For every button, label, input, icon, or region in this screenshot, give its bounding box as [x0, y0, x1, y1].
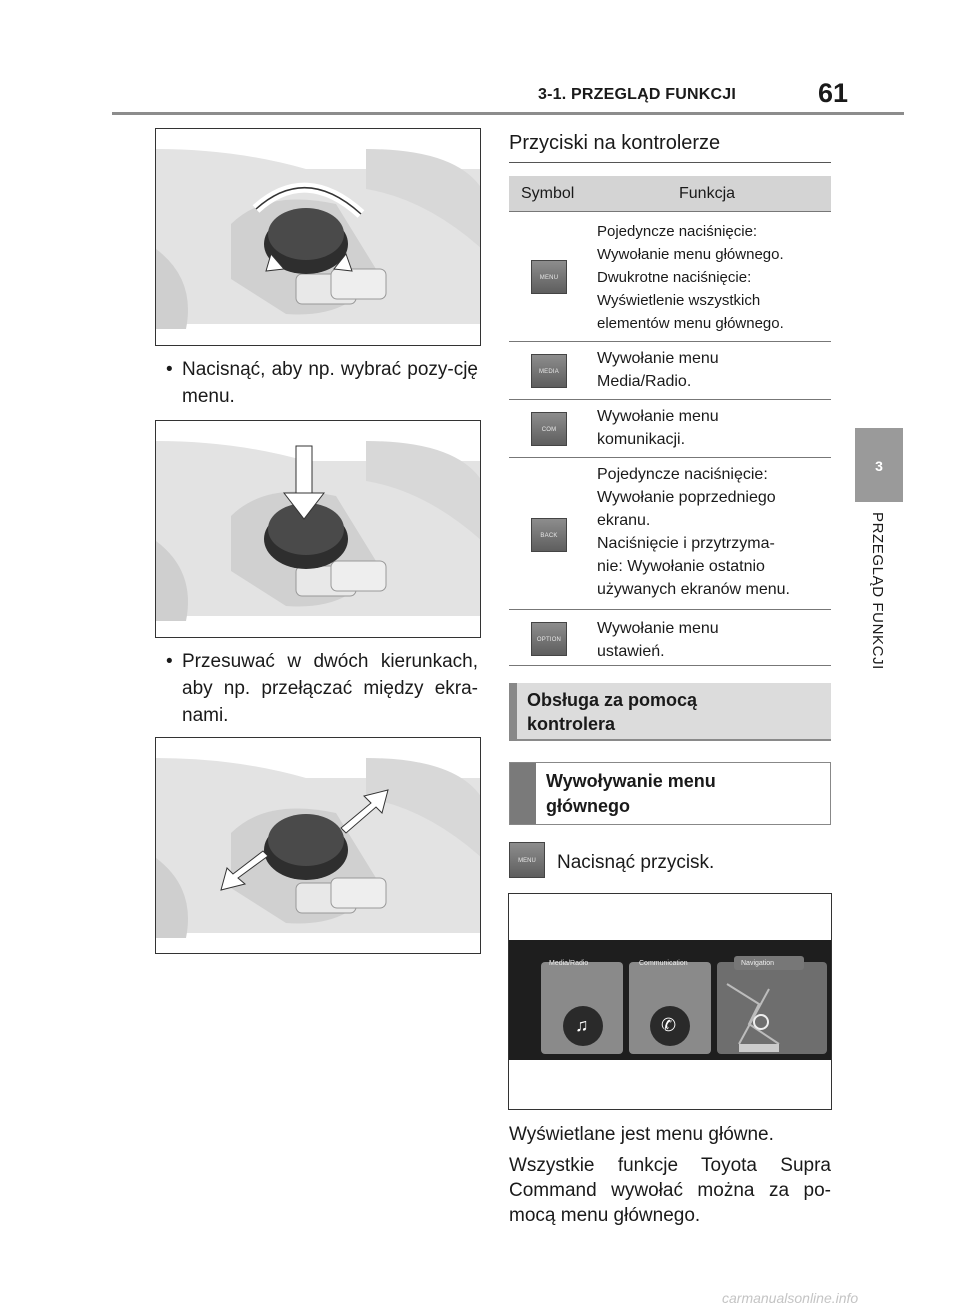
table-row	[509, 610, 831, 666]
phone-icon: ✆	[661, 1015, 677, 1035]
menu-button-icon: MENU	[509, 842, 545, 878]
row-description: Pojedyncze naciśnięcie: Wywołanie menu głównego. Dwukrotne naciśnięcie: Wyświetlenie wszystkich elementów menu głównego.	[597, 223, 784, 332]
chapter-tab: 3	[855, 428, 903, 502]
section-title: Przyciski na kontrolerze	[509, 132, 721, 154]
banner-title: Obsługa za pomocą kontrolera	[527, 690, 698, 734]
table-row	[509, 458, 831, 610]
row-description: Wywołanie menu komunikacji.	[597, 408, 719, 448]
paragraph: Wszystkie funkcje Toyota Supra Command wywołać można za po-mocą menu głównego.	[509, 1155, 831, 1226]
controller-rotate-illustration	[155, 128, 481, 346]
subheading-accent-bar	[510, 763, 536, 824]
table-row	[509, 400, 831, 458]
music-note-icon: ♫	[575, 1015, 589, 1035]
menu-button-icon: MENU	[531, 260, 567, 294]
row-description: Wywołanie menu Media/Radio.	[597, 350, 719, 390]
footer-watermark: carmanualsonline.info	[722, 1290, 859, 1306]
tile-label-communication: Communication	[639, 960, 688, 967]
controller-press-illustration	[155, 420, 481, 638]
tile-label-navigation: Navigation	[741, 960, 775, 967]
bullet-dot: •	[166, 359, 173, 380]
chapter-side-label: PRZEGLĄD FUNKCJI	[869, 512, 886, 670]
com-button-icon: COM	[531, 412, 567, 446]
option-button-icon: OPTION	[531, 622, 567, 656]
bullet-text: Nacisnąć, aby np. wybrać pozy-cję menu.	[182, 359, 478, 407]
bullet-item	[160, 356, 478, 410]
tile-label-media: Media/Radio	[549, 960, 589, 967]
back-button-icon: BACK	[531, 518, 567, 552]
running-header-title: 3-1. PRZEGLĄD FUNKCJI	[538, 86, 736, 103]
section-rule	[509, 162, 831, 163]
section-banner	[509, 683, 831, 741]
table-row	[509, 212, 831, 342]
media-button-icon: MEDIA	[531, 354, 567, 388]
column-header-symbol: Symbol	[521, 185, 575, 202]
table-header	[509, 176, 831, 212]
table-row	[509, 342, 831, 400]
main-menu-screenshot	[508, 893, 832, 1110]
subheading-title: Wywoływanie menu głównego	[546, 771, 716, 816]
page-number: 61	[818, 78, 849, 108]
row-description: Pojedyncze naciśnięcie: Wywołanie poprzedniego ekranu. Naciśnięcie i przytrzyma- nie: Wywołanie ostatnio używanych ekranów menu.	[597, 466, 790, 598]
banner-accent-bar	[509, 683, 517, 741]
bullet-text: Przesuwać w dwóch kierunkach, aby np. przełączać między ekra-nami.	[182, 651, 478, 726]
paragraph: Wyświetlane jest menu główne.	[509, 1124, 774, 1145]
row-description: Wywołanie menu ustawień.	[597, 620, 719, 660]
column-header-function: Funkcja	[679, 185, 736, 202]
header-rule	[112, 112, 904, 115]
subheading-box	[509, 762, 831, 825]
controller-slide-illustration	[155, 737, 481, 954]
bullet-dot: •	[166, 651, 173, 672]
step-text: Nacisnąć przycisk.	[557, 852, 715, 873]
bullet-item	[160, 648, 478, 729]
